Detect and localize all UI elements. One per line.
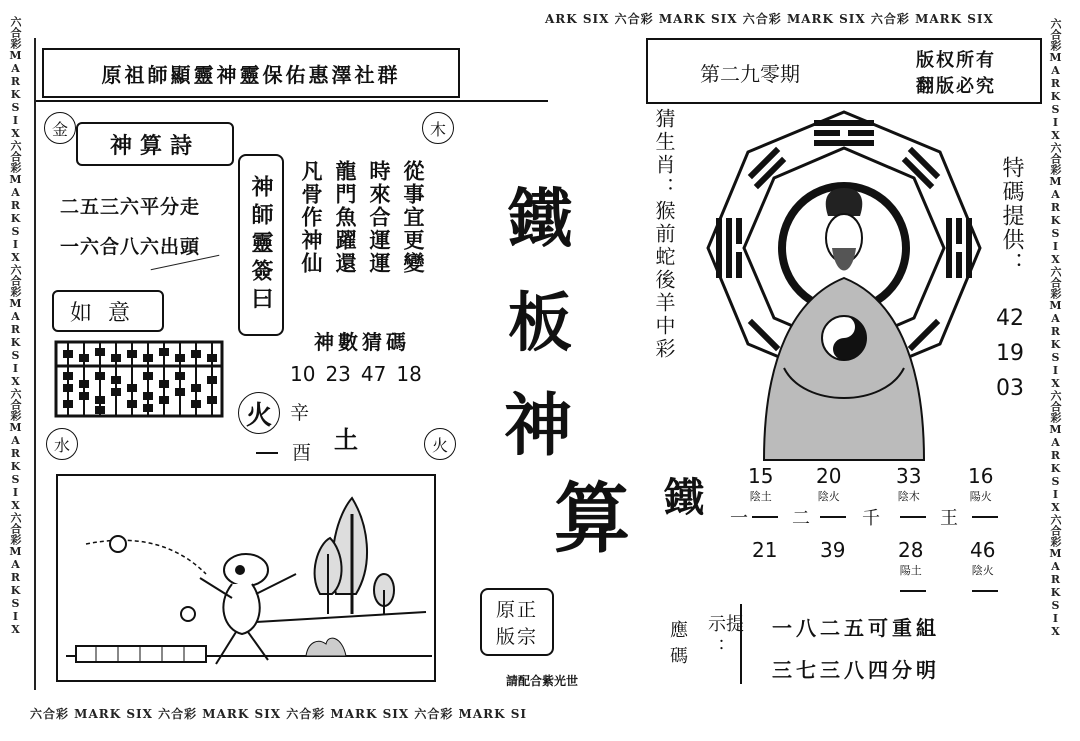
row1-dash bbox=[972, 516, 998, 518]
element-water: 水 bbox=[46, 428, 78, 460]
row1-number: 20 bbox=[816, 464, 842, 488]
title-char-ban: 板 bbox=[508, 286, 572, 361]
tu-char: 土 bbox=[334, 425, 358, 454]
poem-column-3: 龍門魚躍還 bbox=[333, 160, 358, 275]
top-band: ARK SIX 六合彩 MARK SIX 六合彩 MARK SIX 六合彩 MARK SIX bbox=[545, 12, 994, 26]
row1-tag: 陽火 bbox=[969, 490, 992, 503]
special-code-label: 特碼提供： bbox=[999, 156, 1024, 276]
row1-dash bbox=[820, 516, 846, 518]
yuan-zheng-line-1: 原正 bbox=[495, 599, 538, 621]
row2-tag: 陽土 bbox=[899, 564, 922, 577]
shen-shi-ling-qian-label: 神師靈簽曰 bbox=[248, 175, 274, 315]
element-fire-right: 火 bbox=[424, 428, 456, 460]
tie-small: 鐵 bbox=[664, 474, 704, 521]
ying-ma: 應碼 bbox=[667, 620, 688, 672]
abacus-illustration bbox=[54, 340, 224, 418]
title-char-tie: 鐵 bbox=[508, 182, 572, 257]
row1-cell bbox=[748, 464, 773, 504]
title-char-suan: 算 bbox=[554, 474, 630, 563]
row1-under: 一 bbox=[730, 508, 748, 529]
header-banner-text: 原祖師顯靈神靈保佑惠澤社群 bbox=[101, 62, 401, 87]
side-band-right: 六合彩MARKSIX六合彩MARKSIX六合彩MARKSIX六合彩MARKSIX六合彩MARKSIX bbox=[1049, 18, 1062, 638]
special-number: 03 bbox=[996, 376, 1024, 401]
shen-shu-number: 47 bbox=[360, 362, 387, 386]
shen-shu-numbers bbox=[290, 362, 422, 386]
copyright-line-2: 翻版必究 bbox=[916, 76, 996, 97]
copyright-line-1: 版权所有 bbox=[916, 50, 996, 71]
row1-cell bbox=[896, 464, 921, 504]
element-metal: 金 bbox=[44, 112, 76, 144]
ti-shi: 提示： bbox=[705, 614, 744, 662]
special-number: 42 bbox=[996, 306, 1024, 331]
row2-dash bbox=[900, 590, 926, 592]
row2-number: 39 bbox=[820, 538, 846, 562]
header-rule bbox=[36, 100, 548, 102]
monkey-scene-illustration bbox=[56, 474, 436, 682]
shen-shu-number: 10 bbox=[290, 362, 316, 386]
row2-cell bbox=[970, 538, 995, 578]
row2-cell bbox=[820, 538, 845, 562]
ru-yi-box bbox=[52, 290, 164, 332]
bagua-deity-illustration bbox=[704, 108, 984, 460]
row1-tag: 陰土 bbox=[749, 490, 772, 503]
row2-cell bbox=[898, 538, 923, 578]
bottom-band: 六合彩 MARK SIX 六合彩 MARK SIX 六合彩 MARK SIX 六合彩 MARK SI bbox=[30, 707, 527, 721]
row2-number: 21 bbox=[752, 538, 778, 562]
dash-left bbox=[256, 452, 278, 454]
poem-column-2: 時來合運運 bbox=[367, 160, 392, 275]
row1-tag: 陰木 bbox=[897, 490, 920, 503]
row2-tag: 陰火 bbox=[971, 564, 994, 577]
shen-suan-shi-box bbox=[76, 122, 234, 166]
row1-dash bbox=[900, 516, 926, 518]
guess-zodiac: 猜生肖：猴前蛇後羊中彩 bbox=[652, 108, 676, 361]
row1-cell bbox=[968, 464, 993, 504]
shen-shu-number: 23 bbox=[325, 362, 351, 386]
hint-line-1: 一八二五可重組 bbox=[772, 616, 940, 640]
issue-label: 第二九零期 bbox=[700, 62, 800, 86]
row1-tag: 陰火 bbox=[817, 490, 840, 503]
element-wood: 木 bbox=[422, 112, 454, 144]
yuan-zheng-line-2: 版宗 bbox=[495, 626, 538, 648]
row2-number: 28 bbox=[898, 538, 924, 562]
header-banner bbox=[42, 48, 460, 98]
row1-number: 15 bbox=[748, 464, 774, 488]
special-numbers bbox=[996, 306, 1024, 401]
row1-number: 33 bbox=[896, 464, 922, 488]
footer-note: 請配合紫光世 bbox=[506, 674, 579, 688]
you-char: 酉 bbox=[292, 442, 312, 464]
row2-cell bbox=[752, 538, 777, 562]
shen-shu-title: 神數猜碼 bbox=[314, 330, 410, 354]
row1-cell bbox=[816, 464, 841, 504]
ru-yi-label: 如意 bbox=[69, 300, 146, 326]
title-char-shen: 神 bbox=[504, 386, 573, 466]
row2-dash bbox=[972, 590, 998, 592]
yuan-zheng-box bbox=[480, 588, 554, 656]
element-fire-big: 火 bbox=[238, 392, 280, 434]
hint-line-2: 三七三八四分明 bbox=[772, 658, 940, 682]
special-number: 19 bbox=[996, 341, 1024, 366]
shen-shu-number: 18 bbox=[396, 362, 422, 386]
verse-line-1: 二五三六平分走 bbox=[60, 196, 201, 218]
row2-number: 46 bbox=[970, 538, 996, 562]
row1-under: 千 bbox=[862, 508, 880, 529]
verse-line-2: 一六合八六出頭 bbox=[60, 236, 201, 258]
poem-column-1: 從事宜更變 bbox=[401, 160, 426, 275]
row1-number: 16 bbox=[968, 464, 994, 488]
xin-char: 辛 bbox=[290, 402, 310, 424]
divider-vertical bbox=[740, 604, 742, 684]
row1-under: 王 bbox=[940, 508, 958, 529]
row1-under: 二 bbox=[792, 508, 810, 529]
shen-shi-ling-qian-box bbox=[238, 154, 284, 336]
side-band-left: 六合彩MARKSIX六合彩MARKSIX六合彩MARKSIX六合彩MARKSIX六合彩MARKSIX bbox=[9, 16, 22, 636]
shen-suan-shi-label: 神算詩 bbox=[109, 132, 200, 159]
row1-dash bbox=[752, 516, 778, 518]
poem-column-4: 凡骨作神仙 bbox=[299, 160, 324, 275]
